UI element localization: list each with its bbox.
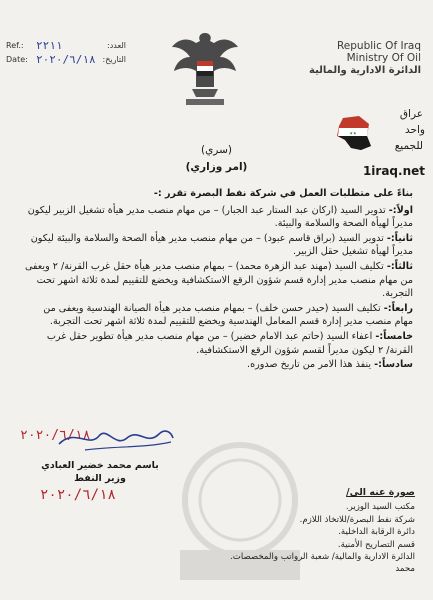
order-item — [22, 232, 413, 259]
copy-item: شركة نفط البصرة/للاتخاذ اللازم. — [299, 514, 415, 525]
iraq-eagle-emblem-icon — [170, 27, 240, 109]
item-label: خامساً:- — [375, 330, 413, 342]
ministry-header — [309, 40, 421, 76]
copy-item: مكتب السيد الوزير. — [345, 502, 415, 513]
signatory-name: باسم محمد خضير العبادي — [41, 460, 159, 471]
ref-number: ٢٢١١ — [36, 38, 63, 52]
reference-row — [6, 38, 126, 52]
item-label: رابعاً:- — [383, 302, 413, 314]
logo-word-iraq: عراق — [399, 108, 423, 120]
date-label-en: Date: — [6, 54, 28, 64]
item-text: تدوير السيد (اركان عبد الستار عبد الجبار) – من مهام منصب مدير هيأة تشغيل الزبير ليكون مديراً لهيأة الصحة والسلامة والبيئة. — [27, 204, 413, 230]
order-item — [22, 204, 413, 231]
item-text: تدوير السيد (براق قاسم عبود) – من مهام منصب مدير هيأة الصحة والسلامة والبيئة ليكون مديراً لهيأة تشغيل حقل الزبير. — [30, 232, 413, 258]
signatory-title: وزير النفط — [74, 473, 126, 484]
item-label: اولاً:- — [388, 204, 413, 216]
logo-site-url: 1iraq.net — [362, 164, 425, 178]
date-row — [6, 52, 126, 66]
republic-name: Republic Of Iraq — [336, 40, 421, 52]
ref-label-en: Ref.: — [6, 40, 24, 50]
copies-list — [230, 487, 415, 576]
item-label: سادساً:- — [374, 359, 413, 371]
svg-text:★★: ★★ — [349, 130, 357, 136]
copy-item: الدائرة الادارية والمالية/ شعبة الرواتب والمخصصات. — [230, 552, 415, 563]
item-text: تكليف السيد (حيدر حسن خلف) – بمهام منصب مدير هيأة الصيانة الهندسية ويعفى من مهام منصب مدير إدارة قسم المعامل الهندسية ويخضع للتقييم لمدة ثلاثة اشهر تحت التجربة. — [43, 302, 413, 328]
department-name: الدائرة الادارية والمالية — [309, 65, 421, 76]
item-text: اعفاء السيد (حاتم عبد الامام خضير) – من مهام منصب مدير هيأة تطوير حقل غرب القرنة/ ٢ ليكون مديراً لقسم شؤون الرقع الاستكشافية. — [46, 330, 413, 356]
order-title: (امر وزاري) — [185, 161, 248, 173]
copy-item: محمد — [395, 564, 415, 575]
item-text: تكليف السيد (مهند عبد الزهرة محمد) – بمهام منصب مدير هيأة حقل غرب القرنة/ ٢ ويعفى من مهام منصب مدير إدارة قسم شؤون الرقع الاستكشافية ويخضع للتقييم لمدة ثلاثة اشهر تحت التجربة. — [24, 260, 413, 300]
order-body — [22, 187, 413, 373]
order-intro: بناءً على متطلبات العمل في شركة نفط البصرة تقرر :- — [153, 188, 413, 199]
ref-label-ar: العدد: — [107, 40, 126, 50]
copy-item: دائرة الرقابة الداخلية. — [338, 527, 415, 538]
item-label: ثانياً:- — [386, 232, 413, 244]
logo-word-for-all: للجميع — [394, 140, 423, 152]
date-value: ٢٠٢٠/٦/١٨ — [36, 52, 96, 66]
signature-date: ٢٠٢٠/٦/١٨ — [20, 428, 91, 443]
handwritten-signature — [55, 418, 175, 458]
reference-block — [6, 38, 126, 66]
order-item — [22, 260, 413, 301]
order-item — [22, 330, 413, 357]
order-item — [22, 302, 413, 329]
ministry-name: Ministry Of Oil — [346, 52, 421, 64]
logo-word-one: واحد — [405, 124, 425, 136]
order-item — [22, 358, 413, 372]
date-label-ar: التاريخ: — [102, 54, 126, 64]
item-text: ينفذ هذا الامر من تاريخ صدوره. — [247, 359, 372, 371]
footer-date: ٢٠٢٠/٦/١٨ — [40, 487, 116, 503]
signatory-block — [40, 459, 160, 485]
classification-label: (سري) — [200, 144, 232, 156]
copy-item: قسم التصاريح الأمنية. — [337, 539, 415, 550]
item-label: ثالثاً:- — [386, 260, 413, 272]
copies-title: صورة عنه الى/ — [346, 487, 415, 498]
